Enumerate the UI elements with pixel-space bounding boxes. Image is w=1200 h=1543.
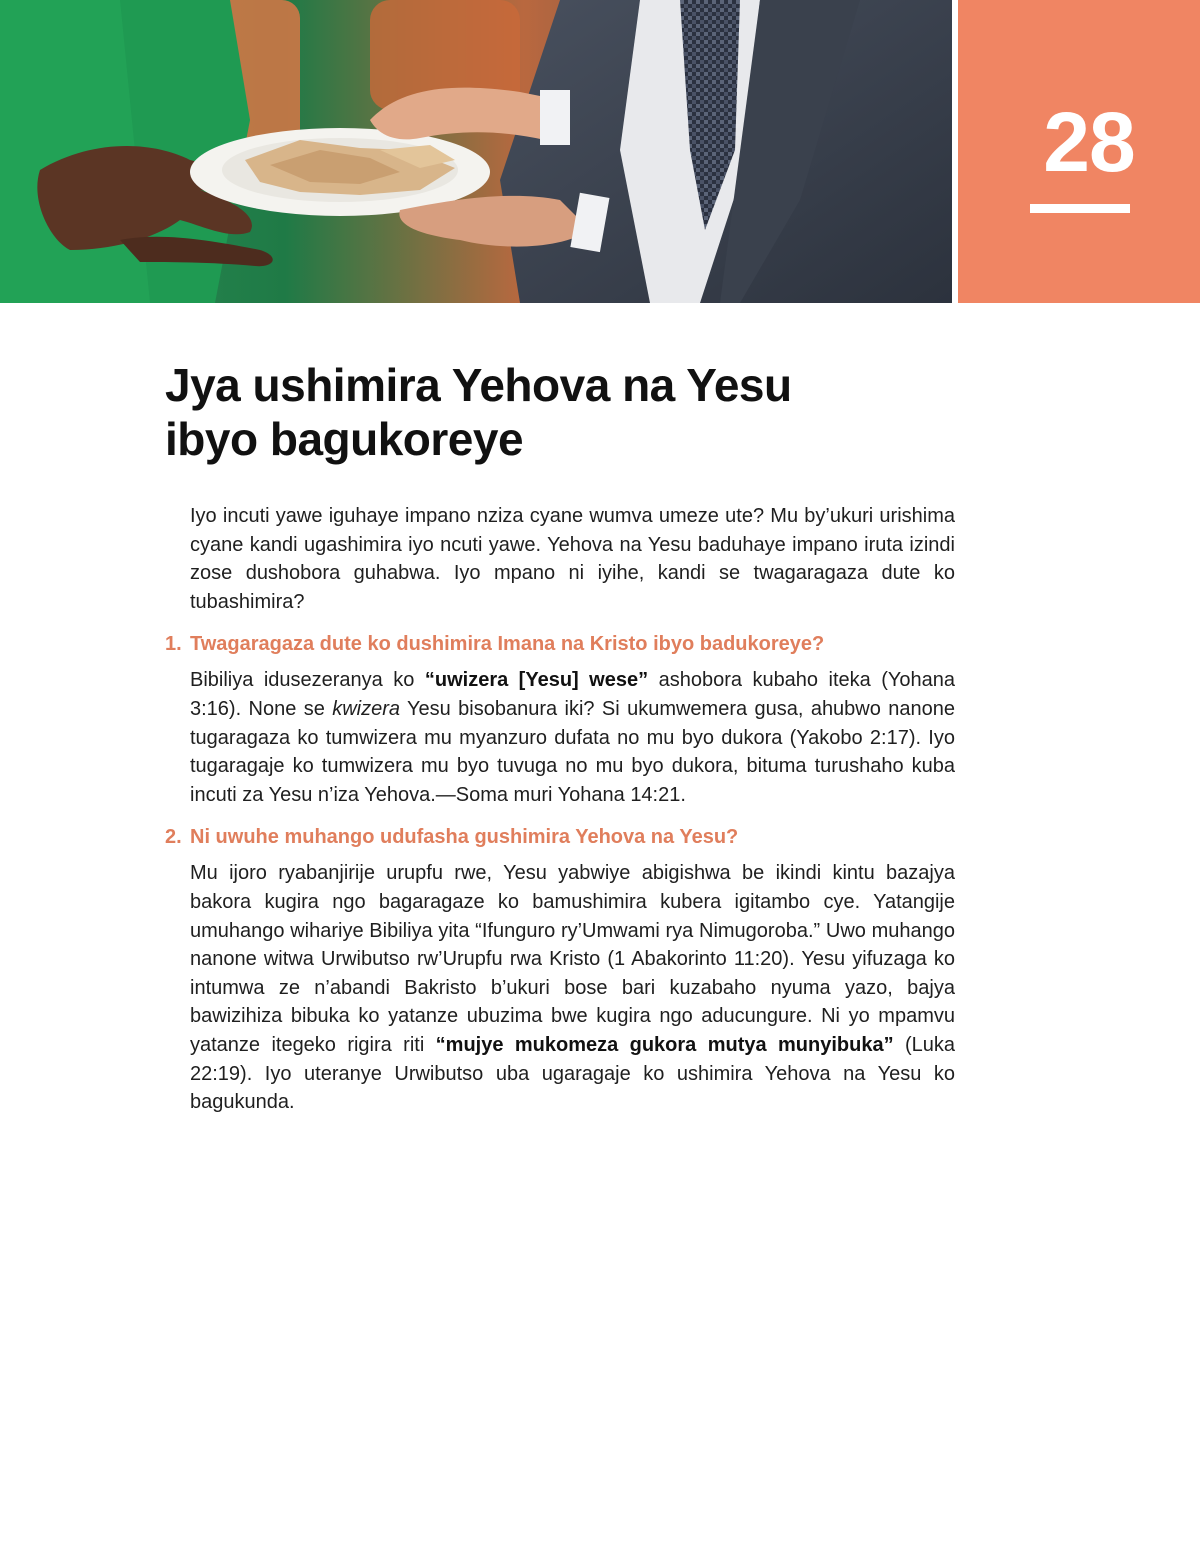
communion-bread-plate-illustration xyxy=(0,0,952,303)
hero-photo xyxy=(0,0,952,303)
q1-text-c: Yesu bisobanura iki? Si ukumwemera gusa, ahubwo nanone tugaragaza ko tumwizera mu myanzuro dufata no mu byo dukora (Yakobo 2:17). Iyo tugaragaje ko tumwizera mu byo tuvuga no mu byo dukora, bituma turushaho kuba incuti za Yesu n’iza Yehova.—Soma muri Yohana 14:21. xyxy=(190,697,955,806)
title-line-1: Jya ushimira Yehova na Yesu xyxy=(165,359,792,411)
lesson-number: 28 xyxy=(1043,95,1135,189)
question-1-paragraph xyxy=(190,666,955,809)
q1-italic-term: kwizera xyxy=(332,697,401,720)
question-1-text: Twagaragaza dute ko dushimira Imana na Kristo ibyo badukoreye? xyxy=(190,633,825,656)
page-title xyxy=(165,358,925,466)
intro-paragraph: Iyo incuti yawe iguhaye impano nziza cyane wumva umeze ute? Mu by’ukuri urishima cyane kandi ugashimira iyo ncuti yawe. Yehova na Yesu baduhaye impano iruta izindi zose dushobora guhabwa. Iyo mpano ni iyihe, kandi se twagaragaza dute ko tubashimira? xyxy=(190,505,955,613)
lesson-number-box xyxy=(958,0,1200,303)
blank-page-area xyxy=(0,1220,1200,1543)
q1-text-b: ashobora kubaho iteka (Yohana 3:16). None se xyxy=(190,669,956,720)
q2-scripture-quote: “mujye mukomeza gukora mutya munyibuka” xyxy=(435,1033,894,1056)
question-2-paragraph xyxy=(190,859,955,1116)
question-1-heading xyxy=(165,630,955,658)
title-line-2: ibyo bagukoreye xyxy=(165,413,524,465)
q1-scripture-quote: “uwizera [Yesu] wese” xyxy=(424,669,649,692)
q2-text-b: (Luka 22:19). Iyo uteranye Urwibutso uba ugaragaje ko ushimira Yehova na Yesu ko bagukunda. xyxy=(190,1033,955,1114)
q2-text-a: Mu ijoro ryabanjirije urupfu rwe, Yesu yabwiye abigishwa be ikindi kintu bazajya bakora kugira ngo bagaragaze ko bamushimira kubera igitambo cye. Yatangije umuhango wihariye Bibiliya yita “Ifunguro ry’Umwami rya Nimugoroba.” Uwo muhango nanone witwa Urwibutso rw’Urupfu rwa Kristo (1 Abakorinto 11:20). Yesu yifuzaga ko intumwa ze n’abandi Bakristo b’ukuri bose bari kuzabaho nyuma yazo, bajya bawizihiza bibuka ko yatanze ubuzima bwe kugira ngo aducungure. Ni yo mpamvu yatanze itegeko rigira riti xyxy=(190,862,955,1056)
question-1-number: 1. xyxy=(165,633,182,656)
question-2-text: Ni uwuhe muhango udufasha gushimira Yehova na Yesu? xyxy=(190,826,739,849)
question-2-heading xyxy=(165,823,955,851)
question-2-number: 2. xyxy=(165,826,182,849)
lesson-content xyxy=(165,502,955,1117)
q1-text-a: Bibiliya idusezeranya ko xyxy=(190,669,425,692)
lesson-number-underline xyxy=(1030,204,1130,213)
